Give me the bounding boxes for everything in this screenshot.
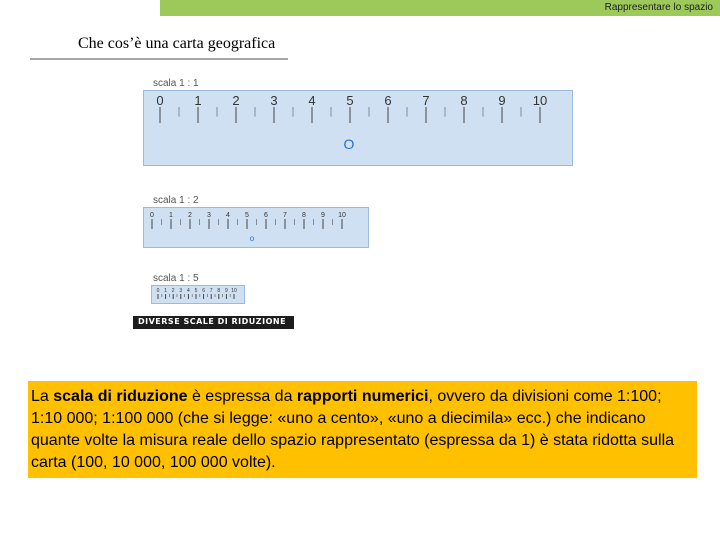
tick-label: 1 — [164, 288, 167, 294]
bold-term-scala: scala di riduzione — [53, 388, 188, 405]
tick-label: 10 — [532, 93, 548, 108]
tick-label: 0 — [150, 212, 154, 219]
tick-label: 5 — [194, 288, 198, 294]
text-part: è espressa da — [187, 388, 297, 405]
scale-figure — [133, 78, 574, 331]
title-underline — [30, 58, 288, 60]
tick-label: 2 — [171, 288, 175, 294]
tick-label: 9 — [225, 288, 228, 294]
tick-label: 3 — [207, 212, 211, 219]
tick-label: 8 — [217, 288, 221, 294]
tick-label: 0 — [156, 288, 160, 294]
scale-label-1: scala 1 : 1 — [153, 78, 199, 89]
tick-label: 9 — [498, 93, 506, 108]
slide-title: Che cos’è una carta geografica — [78, 35, 276, 52]
scale-label-3: scala 1 : 5 — [153, 273, 199, 284]
tick-label: 6 — [264, 212, 268, 219]
ruler-1-ticks — [144, 91, 574, 167]
tick-label: 1 — [169, 212, 173, 219]
tick-label: 7 — [209, 288, 213, 294]
ruler-marker: o — [249, 234, 255, 243]
ruler-1 — [143, 90, 573, 166]
tick-label: 8 — [302, 212, 306, 219]
tick-label: 2 — [232, 93, 240, 108]
tick-label: 4 — [187, 288, 190, 294]
tick-label: 5 — [245, 212, 249, 219]
scale-label-2: scala 1 : 2 — [153, 195, 199, 206]
tick-label: 3 — [179, 288, 183, 294]
ruler-2-ticks — [144, 208, 370, 249]
figure-caption — [133, 314, 294, 329]
section-title: Rappresentare lo spazio — [604, 2, 713, 13]
tick-label: 7 — [422, 93, 430, 108]
text-part: La — [31, 388, 54, 405]
tick-label: 5 — [346, 93, 354, 108]
figure-caption-text: DIVERSE SCALE DI RIDUZIONE — [138, 317, 287, 326]
ruler-3 — [151, 285, 245, 304]
tick-label: 7 — [283, 212, 287, 219]
header-bar — [160, 0, 720, 16]
tick-label: 1 — [194, 93, 202, 108]
ruler-3-ticks — [152, 286, 246, 305]
explanation-text — [31, 386, 695, 474]
tick-label: 3 — [270, 93, 278, 108]
tick-label: 6 — [202, 288, 205, 294]
tick-label: 10 — [338, 212, 346, 219]
explanation-box — [28, 381, 697, 478]
tick-label: 4 — [226, 212, 230, 219]
tick-label: 2 — [188, 212, 192, 219]
ruler-2 — [143, 207, 369, 248]
tick-label: 9 — [321, 212, 325, 219]
text-part: , ovvero da divisioni come 1:100; 1:10 000; 1:100 000 (che si legge: «uno a cento», «uno a diecimila» ecc.) che indicano quante volte la misura reale dello spazio rappresentato (espressa da 1) è stata ridotta sulla carta (100, 10 000, 100 000 volte). — [31, 388, 675, 471]
tick-label: 10 — [231, 288, 237, 294]
bold-term-rapporti: rapporti numerici — [296, 388, 429, 405]
tick-label: 0 — [156, 93, 164, 108]
ruler-marker: O — [343, 136, 355, 152]
tick-label: 6 — [384, 93, 392, 108]
tick-label: 8 — [460, 93, 468, 108]
tick-label: 4 — [308, 93, 316, 108]
